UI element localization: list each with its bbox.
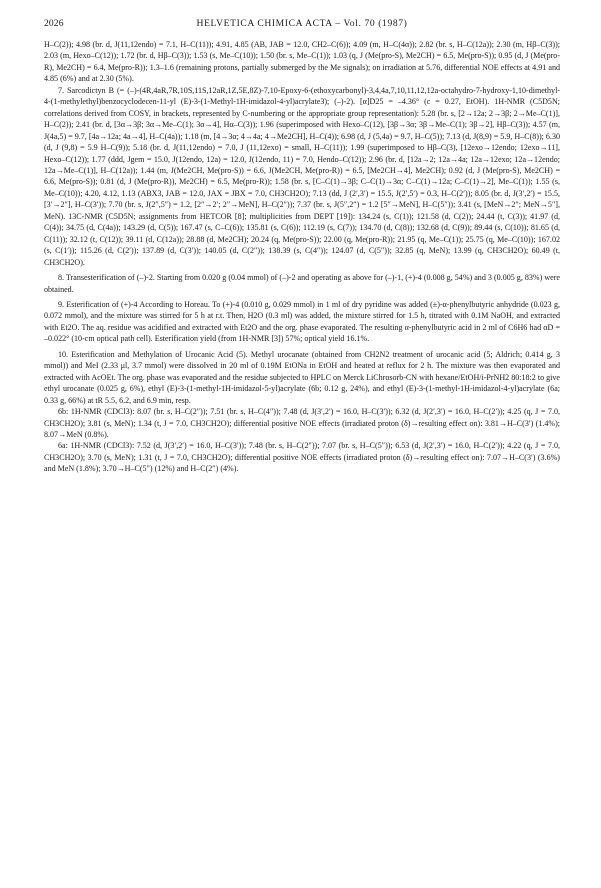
journal-page — [44, 18, 560, 475]
paragraph-transesterification: 8. Transesterification of (–)-2. Starting from 0.020 g (0.04 mmol) of (–)-2 and operating as above for (–)-1, (+)-4 (0.008 g, 54%) and 3 (0.005 g, 83%) were obtained. — [44, 273, 560, 294]
paragraph-6b-nmr: 6b: 1H-NMR (CDCl3): 8.07 (br. s, H–C(2″)); 7.51 (br. s, H–C(4″)); 7.48 (d, J(3′,2′) = 16.0, H–C(3′)); 6.32 (d, J(2′,3′) = 16.0, H–C(2′)); 4.25 (q, J = 7.0, CH3CH2O); 3.81 (s, MeN); 1.34 (t, J = 7.0, CH3CH2O); differential positive NOE effects (irradiated proton (δ)→resulting effect on): 3.81→H–C(3′) (1.4%); 8.07→MeN (0.8%). — [44, 407, 560, 439]
paragraph-6a-nmr: 6a: 1H-NMR (CDCl3): 7.52 (d, J(3′,2′) = 16.0, H–C(3′)); 7.48 (br. s, H–C(2″)); 7.07 (br. s, H–C(5″)); 6.53 (d, J(2′,3′) = 16.0, H–C(2′)); 4.22 (q, J = 7.0, CH3CH2O); 3.70 (s, MeN); 1.31 (t, J = 7.0, CH3CH2O); differential positive NOE effects (irradiated proton (δ)→resulting effect on): 7.07→H–C(3′) (3.6%) and MeN (1.8%); 3.70→H–C(5″) (12%) and H–C(2″) (4%). — [44, 441, 560, 474]
paragraph-urocanic-acid: 10. Esterification and Methylation of Urocanic Acid (5). Methyl urocanate (obtained from CH2N2 treatment of urocanic acid (5; Aldrich; 0.414 g, 3 mmol)) and MeI (2.33 μl, 3.7 mmol) were dissolved in 20 ml of 0.19M EtONa in EtOH and heated at reflux for 2 h. The mixture was then evaporated and extracted with AcOEt. The org. phase was evaporated and the residue subjected to HPLC on Merck LiChrosorb-CN with hexane/EtOH/i-PrNH2 80:18:2 to give ethyl urocanate (0.025 g, 6%), ethyl (E)-3-(1-methyl-1H-imidazol-5-yl)acrylate (6b; 0.12 g, 24%), and ethyl (E)-3-(1-methyl-1H-imidazol-4-yl)acrylate (6a; 0.33 g, 66%) at tR 5.5, 6.2, and 6.9 min, resp. — [44, 349, 560, 405]
paragraph-horeau-esterification: 9. Esterification of (+)-4 According to Horeau. To (+)-4 (0.010 g, 0.029 mmol) in 1 ml of dry pyridine was added (±)-α-phenylbutyric anhydride (0.023 g, 0.072 mmol), and the mixture was stirred for 5 h at r.t. Then, H2O (0.3 ml) was added, the mixture stirred for 1.5 h, titrated with 0.1M NaOH, and extracted with Et2O. The aq. residue was acidified and extracted with Et2O and the org. phase evaporated. The resulting α-phenylbutyric acid in 2 ml of C6H6 had αD = –0.022° (10-cm optical path cell). Esterification yield (from 1H-NMR [3]) 57%; optical yield 16.1%. — [44, 299, 560, 344]
running-header — [44, 18, 560, 36]
page-number: 2026 — [44, 18, 64, 29]
paragraph-nmr-continuation: H–C(2)); 4.98 (br. d, J(11,12endo) = 7.1, H–C(11)); 4.91, 4.85 (AB, JAB = 12.0, CH2–C(6)); 4.09 (m, H–C(4α)); 2.82 (br. s, H–C(12a)); 2.30 (m, Hβ–C(3)); 2.03 (m, Hexo–C(12)); 1.72 (br. d, Hβ–C(3)); 1.53 (s, Me–C(10)); 1.50 (br. s, Me–C(1)); 1.03 (q, J (Me(pro-S), Me2CH) = 6.5, Me(pro-S)); 0.95 (d, J (Me(pro-R), Me2CH) = 6.4, Me(pro-R)); 1.3–1.6 (remaining protons, partially submerged by the Me signals); on irradiation at 5.76, differential NOE effects at 4.91 and 4.85 (6%) and at 2.30 (5%). — [44, 40, 560, 84]
paragraph-sarcodictyn-b: 7. Sarcodictyn B (= (–)-(4R,4aR,7R,10S,11S,12aR,1Z,5E,8Z)-7,10-Epoxy-6-(ethoxycarbonyl)-3,4,4a,7,10,11,12,12a-octahydro-7-hydroxy-1,10-dimethyl-4-(1-methylethyl)benzocyclodecen-11-yl (E)-3-(1-Methyl-1H-imidazol-4-yl)acrylate3); (–)-2). [α]D25 = –4.36° (c = 0.27, EtOH). 1H-NMR (C5D5N; correlations derived from COSY, in brackets, represented by C-numbering or the appropriate group representation): 5.28 (br. s, [2→12a; 2→3β; 2→Me–C(1)], H–C(2)); 2.41 (br. d, [3α→3β; 3α→Me–C(1); 3α→4], Hα–C(3)); 1.96 (superimposed with Hexo–C(12), [3β→3α; 3β→Me–C(1); 3β→2], Hβ–C(3)); 4.57 (m, J(4a,5) = 9.7, [4a→12a; 4a→4], H–C(4a)); 1.18 (m, [4→3α; 4→4a; 4→Me2CH], H–C(4)); 6.98 (d, J (5,4a) = 9.7, H–C(5)); 7.13 (d, J(8,9) = 5.9, H–C(8)); 6.30 (d, J (9,8) = 5.9 H–C(9)); 5.18 (br. d, J(11,12endo) = 7.0, J (11,12exo) = small, H–C(11)); 1.99 (superimposed to Hβ–C(3), [12exo→12endo; 12exo→11], Hexo–C(12)); 1.77 (ddd, Jgem = 15.0, J(12endo, 12a) = 12.0, J(12endo, 11) = 7.0, Hendo–C(12)); 2.96 (br. d, [12a→2; 12a→4a; 12a→12exo; 12a→12endo; 12a→Me–C(1)], H–C(12a)); 1.44 (m, J(Me2CH, Me(pro-S)) = 6.6, J(Me2CH, Me(pro-R)) = 6.5, [Me2CH→4], Me2CH); 0.92 (d, J (Me(pro-S), Me2CH) = 6.6, Me(pro-S)); 0.81 (d, J (Me(pro-R)), Me2CH) = 6.5, Me(pro-R)); 1.58 (br. s, [C–C(1)→3β; C–C(1)→3α; C–C(1)→12a; C–C(1)→2], Me–C(1)); 1.55 (s, Me–C(10)); 4.20, 4.12, 1.13 (ABX3, JAB = 12.0, JAX = JBX = 7.0, CH3CH2O); 7.13 (dd, J (2′,3′) = 15.5, J(2′,5′) = 0.3, H–C(2′)); 8.05 (br. d, J(3′,2′) = 15.5, [3′→2″], H–C(3′)); 7.70 (br. s, J(2″,5″) = 1.2, [2″→2′; 2″→MeN], H–C(2″)); 7.37 (br. s, J(5″,2″) = 1.2 [5″→MeN], H–C(5″)); 3.41 (s, [MeN→2″; MeN→5″], MeN). 13C-NMR (C5D5N; assignments from HETCOR [8]; multiplicities from DEPT [19]): 134.24 (s, C(1)); 121.58 (d, C(2)); 24.44 (t, C(3)); 41.97 (d, C(4)); 34.75 (d, C(4a)); 143.29 (d, C(5)); 167.47 (s, C–C(6)); 135.81 (s, C(6)); 112.19 (s, C(7)); 134.70 (d, C(8)); 132.68 (d, C(9)); 89.44 (s, C(10)); 81.65 (d, C(11)); 32.12 (t, C(12)); 39.11 (d, C(12a)); 28.88 (d, Me2CH); 20.24 (q, Me(pro-S)); 22.00 (q, Me(pro-R)); 21.95 (q, Me–C(1)); 25.75 (q, Me–C(10)); 167.02 (s, C(1′)); 115.26 (d, C(2′)); 137.89 (d, C(3′)); 140.05 (d, C(2″)); 138.39 (s, C(4″)); 124.07 (d, C(5″)); 32.85 (q, MeN); 13.99 (q, CH3CH2O); 60.49 (t, CH3CH2O). — [44, 85, 560, 267]
experimental-text — [44, 39, 560, 475]
journal-title: HELVETICA CHIMICA ACTA – Vol. 70 (1987) — [196, 18, 408, 29]
